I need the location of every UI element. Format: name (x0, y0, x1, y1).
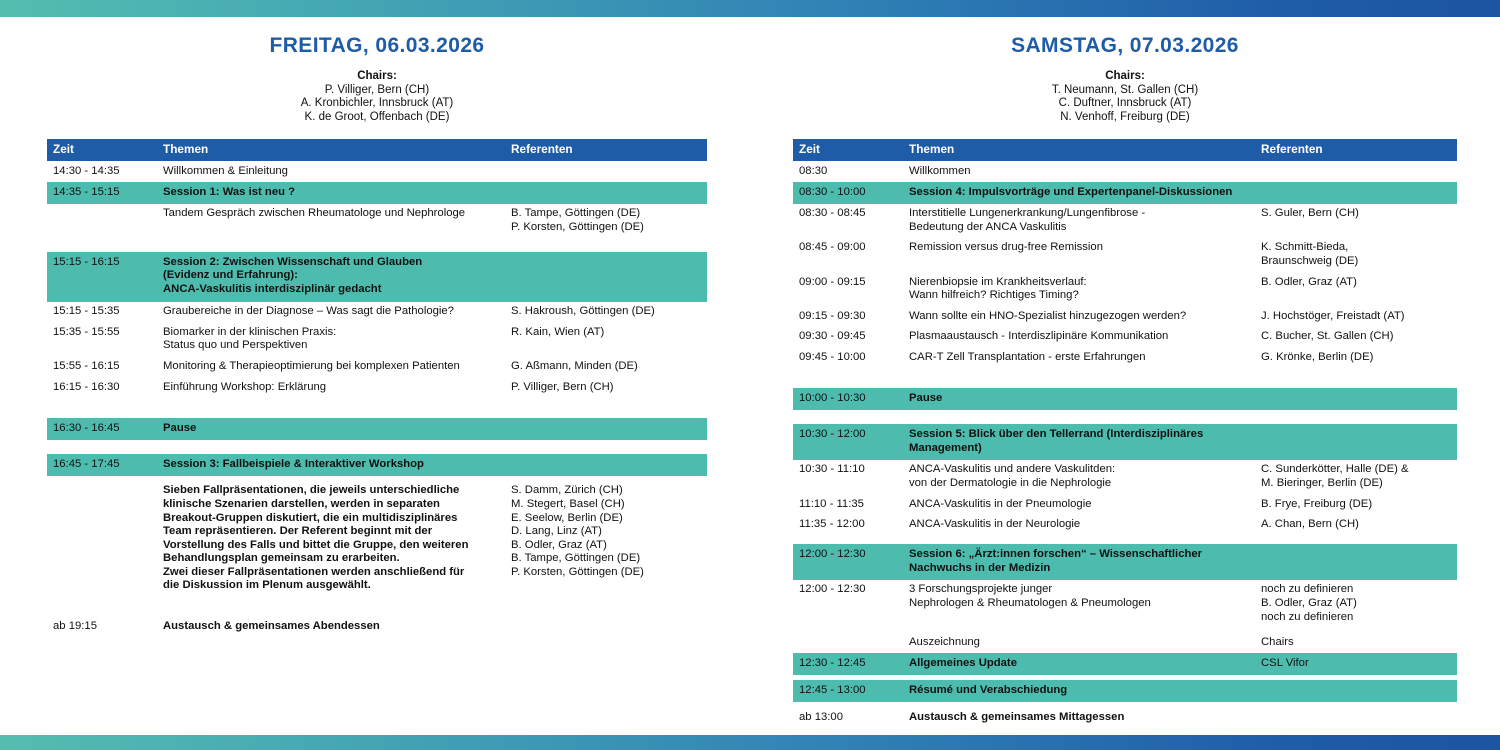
cell-line: Session 4: Impulsvorträge und Expertenpanel-Diskussionen (909, 185, 1233, 198)
cell-line: ab 19:15 (53, 620, 97, 633)
cell-line: Willkommen & Einleitung (163, 164, 288, 177)
spacer-cell (47, 440, 707, 454)
cell-line: 08:45 - 09:00 (799, 241, 866, 254)
spacer-row (47, 238, 707, 252)
spacer-row (793, 368, 1457, 388)
cell-line: 14:35 - 15:15 (53, 185, 120, 198)
cell-line: 16:45 - 17:45 (53, 457, 120, 470)
cell-line: Behandlungsplan gemeinsam zu erarbeiten. (163, 552, 400, 565)
cell-line: klinische Szenarien darstellen, werden in separaten (163, 497, 440, 510)
cell-line: Willkommen (909, 164, 971, 177)
schedule-body-friday (47, 139, 707, 637)
cell-line: noch zu definieren (1261, 610, 1354, 623)
cell-time (793, 424, 909, 460)
cell-speakers (511, 302, 707, 323)
cell-time (47, 356, 163, 377)
cell-line: Zeit (53, 142, 74, 156)
table-row (793, 633, 1457, 654)
cell-line: S. Guler, Bern (CH) (1261, 207, 1359, 220)
cell-time (793, 388, 909, 410)
cell-speakers (1261, 707, 1457, 728)
cell-line: Vorstellung des Falls und bittet die Gruppe, den weiteren (163, 538, 469, 551)
table-row (793, 306, 1457, 327)
session-band-row (793, 424, 1457, 460)
cell-line: S. Hakroush, Göttingen (DE) (511, 305, 655, 318)
cell-line: B. Odler, Graz (AT) (1261, 596, 1357, 609)
cell-line: Wann hilfreich? Richtiges Timing? (909, 289, 1079, 302)
cell-speakers (1261, 633, 1457, 654)
cell-speakers (1261, 388, 1457, 410)
cell-line: (Evidenz und Erfahrung): (163, 269, 298, 282)
cell-topic (909, 424, 1261, 460)
cell-line: 12:00 - 12:30 (799, 583, 866, 596)
cell-speakers (511, 204, 707, 238)
cell-topic (909, 494, 1261, 515)
cell-topic (909, 653, 1261, 675)
cell-time (793, 182, 909, 204)
spacer-cell (793, 410, 1457, 424)
table-row (47, 617, 707, 638)
spacer-row (47, 440, 707, 454)
table-row (793, 238, 1457, 272)
cell-time (793, 238, 909, 272)
cell-topic (909, 460, 1261, 494)
spacer-cell (793, 368, 1457, 388)
cell-line: noch zu definieren (1261, 583, 1354, 596)
cell-time (793, 494, 909, 515)
cell-line: C. Bucher, St. Gallen (CH) (1261, 330, 1394, 343)
cell-topic (163, 418, 511, 440)
day-column-saturday (750, 17, 1500, 728)
cell-time (793, 707, 909, 728)
cell-time (793, 580, 909, 628)
cell-speakers (1261, 272, 1457, 306)
cell-speakers (1261, 182, 1457, 204)
cell-line: 16:15 - 16:30 (53, 380, 120, 393)
table-row (793, 515, 1457, 536)
cell-line: Résumé und Verabschiedung (909, 684, 1068, 697)
chair-name: A. Kronbichler, Innsbruck (AT) (300, 97, 454, 109)
cell-speakers (1261, 653, 1457, 675)
cell-speakers (1261, 544, 1457, 580)
cell-line: 12:00 - 12:30 (799, 548, 866, 561)
cell-line: Tandem Gespräch zwischen Rheumatologe und Nephrologe (163, 207, 466, 220)
cell-line: 11:35 - 12:00 (799, 518, 865, 531)
cell-line: Themen (909, 142, 955, 156)
cell-topic (163, 454, 511, 476)
cell-line: Chairs (1261, 636, 1294, 649)
column-header-speakers (1261, 139, 1457, 161)
cell-speakers (511, 356, 707, 377)
cell-speakers (511, 322, 707, 356)
cell-speakers (1261, 306, 1457, 327)
cell-topic (909, 515, 1261, 536)
spacer-cell (47, 398, 707, 418)
table-row (47, 377, 707, 398)
cell-topic (909, 347, 1261, 368)
chair-name: P. Villiger, Bern (CH) (324, 83, 430, 96)
cell-topic (909, 633, 1261, 654)
cell-line: Sieben Fallpräsentationen, die jeweils unterschiedliche (163, 484, 460, 497)
cell-line: 15:35 - 15:55 (53, 325, 120, 338)
cell-speakers (511, 252, 707, 302)
cell-topic (909, 204, 1261, 238)
cell-line: 15:15 - 16:15 (53, 255, 120, 268)
table-row (793, 161, 1457, 182)
table-row (793, 204, 1457, 238)
page-title-saturday: SAMSTAG, 07.03.2026 (1011, 34, 1239, 57)
cell-line: Session 6: „Ärzt:innen forschen“ – Wissenschaftlicher Nachwuchs in der Medizin (909, 548, 1203, 574)
cell-line: Zwei dieser Fallpräsentationen werden anschließend für (163, 565, 465, 578)
cell-line: D. Lang, Linz (AT) (511, 525, 602, 538)
cell-line: B. Tampe, Göttingen (DE) (511, 552, 641, 565)
cell-line: 10:30 - 12:00 (799, 428, 866, 441)
cell-topic (909, 544, 1261, 580)
cell-line: Allgemeines Update (909, 657, 1017, 670)
schedule-table-friday (47, 139, 707, 637)
cell-line: ANCA-Vaskulitis in der Neurologie (909, 518, 1081, 531)
session-band-row (47, 454, 707, 476)
cell-time (47, 161, 163, 182)
cell-line: Pause (163, 421, 197, 434)
cell-line: G. Krönke, Berlin (DE) (1261, 350, 1374, 363)
session-band-row (793, 388, 1457, 410)
column-header-topic (163, 139, 511, 161)
cell-line: B. Tampe, Göttingen (DE) (511, 207, 641, 220)
cell-topic (163, 161, 511, 182)
cell-line: Wann sollte ein HNO-Spezialist hinzugezogen werden? (909, 309, 1187, 322)
session-band-row (793, 544, 1457, 580)
cell-line: CAR-T Zell Transplantation - erste Erfahrungen (909, 350, 1146, 363)
cell-line: 08:30 - 08:45 (799, 207, 866, 220)
cell-line: Remission versus drug-free Remission (909, 241, 1103, 254)
cell-speakers (1261, 424, 1457, 460)
cell-topic (909, 327, 1261, 348)
spacer-row (47, 398, 707, 418)
cell-line: Graubereiche in der Diagnose – Was sagt die Pathologie? (163, 305, 454, 318)
cell-line: Interstitielle Lungenerkrankung/Lungenfibrose - (909, 207, 1146, 220)
cell-line: Status quo und Perspektiven (163, 339, 308, 352)
cell-line: Breakout-Gruppen diskutiert, die ein multidisziplinäres (163, 511, 458, 524)
table-row (793, 272, 1457, 306)
cell-line: E. Seelow, Berlin (DE) (511, 511, 623, 524)
cell-line: Referenten (511, 142, 573, 156)
table-row (47, 356, 707, 377)
cell-line: A. Chan, Bern (CH) (1261, 518, 1359, 531)
page-title-friday: FREITAG, 06.03.2026 (269, 34, 485, 57)
cell-line: Zeit (799, 142, 820, 156)
cell-line: K. Schmitt-Bieda, (1261, 241, 1349, 254)
column-header-speakers (511, 139, 707, 161)
cell-line: M. Stegert, Basel (CH) (511, 497, 625, 510)
table-row (793, 460, 1457, 494)
table-row (47, 204, 707, 238)
cell-speakers (1261, 494, 1457, 515)
cell-topic (909, 580, 1261, 628)
table-row (47, 322, 707, 356)
cell-line: 16:30 - 16:45 (53, 421, 120, 434)
schedule-table-saturday (793, 139, 1457, 728)
cell-time (47, 454, 163, 476)
column-header-time (47, 139, 163, 161)
cell-line: 10:00 - 10:30 (799, 392, 866, 405)
cell-line: Austausch & gemeinsames Abendessen (163, 620, 380, 633)
cell-time (793, 633, 909, 654)
cell-time (793, 653, 909, 675)
cell-line: Bedeutung der ANCA Vaskulitis (909, 220, 1067, 233)
session-band-row (793, 182, 1457, 204)
cell-line: Braunschweig (DE) (1261, 254, 1359, 267)
cell-line: Biomarker in der klinischen Praxis: (163, 325, 337, 338)
cell-topic (909, 238, 1261, 272)
cell-line: von der Dermatologie in die Nephrologie (909, 476, 1112, 489)
table-row (47, 161, 707, 182)
column-header-topic (909, 139, 1261, 161)
cell-line: J. Hochstöger, Freistadt (AT) (1261, 309, 1405, 322)
cell-line: ab 13:00 (799, 710, 843, 723)
cell-line: B. Odler, Graz (AT) (511, 538, 607, 551)
cell-line: Themen (163, 142, 209, 156)
cell-line: 08:30 (799, 164, 828, 177)
cell-time (47, 377, 163, 398)
cell-time (47, 418, 163, 440)
table-row (793, 347, 1457, 368)
cell-time (793, 515, 909, 536)
spacer-row (793, 535, 1457, 544)
cell-speakers (1261, 347, 1457, 368)
cell-line: Einführung Workshop: Erklärung (163, 380, 327, 393)
cell-speakers (511, 454, 707, 476)
cell-time (47, 204, 163, 238)
cell-speakers (511, 617, 707, 638)
cell-line: S. Damm, Zürich (CH) (511, 484, 623, 497)
cell-line: 14:30 - 14:35 (53, 164, 120, 177)
chairs-label-saturday: Chairs: (1105, 70, 1145, 82)
schedule-body-saturday (793, 139, 1457, 728)
cell-topic (163, 204, 511, 238)
cell-line: 08:30 - 10:00 (799, 185, 866, 198)
table-row (793, 327, 1457, 348)
cell-topic (909, 306, 1261, 327)
cell-topic (909, 707, 1261, 728)
cell-line: 09:45 - 10:00 (799, 350, 866, 363)
cell-speakers (1261, 680, 1457, 702)
chair-name: K. de Groot, Offenbach (DE) (304, 110, 450, 123)
cell-line: P. Korsten, Göttingen (DE) (511, 220, 644, 233)
cell-line: P. Korsten, Göttingen (DE) (511, 565, 644, 578)
cell-line: 11:10 - 11:35 (799, 497, 864, 510)
spacer-row (47, 597, 707, 617)
cell-time (793, 460, 909, 494)
day-column-friday (0, 17, 750, 728)
spacer-cell (793, 535, 1457, 544)
cell-speakers (511, 377, 707, 398)
program-columns (0, 17, 1500, 728)
cell-line: 3 Forschungsprojekte junger (909, 583, 1053, 596)
cell-speakers (1261, 238, 1457, 272)
cell-line: 09:30 - 09:45 (799, 330, 866, 343)
cell-line: 09:15 - 09:30 (799, 309, 866, 322)
table-row (47, 302, 707, 323)
cell-time (47, 302, 163, 323)
cell-speakers (1261, 161, 1457, 182)
cell-time (47, 481, 163, 597)
session-band-row (47, 182, 707, 204)
cell-line: Session 5: Blick über den Tellerrand (Interdisziplinäres Management) (909, 428, 1204, 454)
chair-name: T. Neumann, St. Gallen (CH) (1051, 83, 1199, 96)
session-band-row (47, 252, 707, 302)
cell-line: Austausch & gemeinsames Mittagessen (909, 710, 1125, 723)
cell-line: Pause (909, 392, 943, 405)
cell-line: B. Frye, Freiburg (DE) (1261, 497, 1373, 510)
cell-line: 09:00 - 09:15 (799, 275, 866, 288)
cell-time (793, 161, 909, 182)
cell-speakers (1261, 460, 1457, 494)
cell-time (793, 680, 909, 702)
cell-time (793, 306, 909, 327)
top-gradient-bar (0, 0, 1500, 17)
cell-time (47, 322, 163, 356)
cell-line: ANCA-Vaskulitis in der Pneumologie (909, 497, 1092, 510)
cell-line: ANCA-Vaskulitis interdisziplinär gedacht (163, 283, 382, 296)
cell-line: R. Kain, Wien (AT) (511, 325, 605, 338)
cell-line: Plasmaaustausch - Interdiszlipinäre Kommunikation (909, 330, 1169, 343)
cell-time (793, 272, 909, 306)
cell-line: 10:30 - 11:10 (799, 463, 865, 476)
cell-line: 15:55 - 16:15 (53, 359, 120, 372)
cell-topic (909, 272, 1261, 306)
spacer-cell (47, 238, 707, 252)
cell-topic (163, 182, 511, 204)
cell-topic (163, 377, 511, 398)
cell-speakers (1261, 515, 1457, 536)
cell-line: Session 3: Fallbeispiele & Interaktiver Workshop (163, 457, 424, 470)
cell-speakers (1261, 327, 1457, 348)
cell-speakers (511, 161, 707, 182)
table-header-row (47, 139, 707, 161)
cell-time (793, 544, 909, 580)
spacer-row (793, 410, 1457, 424)
table-row (793, 580, 1457, 628)
bottom-gradient-bar (0, 735, 1500, 750)
cell-time (47, 617, 163, 638)
chair-name: C. Duftner, Innsbruck (AT) (1058, 97, 1192, 109)
cell-topic (163, 481, 511, 597)
cell-line: Auszeichnung (909, 636, 980, 649)
cell-topic (163, 356, 511, 377)
cell-topic (163, 302, 511, 323)
cell-speakers (511, 481, 707, 597)
table-header-row (793, 139, 1457, 161)
table-row (47, 481, 707, 597)
cell-line: C. Sunderkötter, Halle (DE) & (1261, 463, 1409, 476)
cell-line: CSL Vifor (1261, 657, 1309, 670)
cell-speakers (1261, 580, 1457, 628)
table-row (793, 494, 1457, 515)
spacer-cell (47, 597, 707, 617)
cell-line: Monitoring & Therapieoptimierung bei komplexen Patienten (163, 359, 460, 372)
cell-line: G. Aßmann, Minden (DE) (511, 359, 638, 372)
session-band-row (47, 418, 707, 440)
cell-time (47, 182, 163, 204)
cell-topic (909, 161, 1261, 182)
cell-line: Session 2: Zwischen Wissenschaft und Glauben (163, 255, 423, 268)
cell-time (793, 347, 909, 368)
cell-line: Team repräsentieren. Der Referent beginnt mit der (163, 525, 433, 538)
cell-line: 12:45 - 13:00 (799, 684, 866, 697)
cell-time (793, 204, 909, 238)
table-row (793, 707, 1457, 728)
cell-topic (909, 680, 1261, 702)
cell-time (793, 327, 909, 348)
cell-line: 15:15 - 15:35 (53, 305, 120, 318)
cell-line: B. Odler, Graz (AT) (1261, 275, 1357, 288)
cell-topic (163, 322, 511, 356)
cell-line: ANCA-Vaskulitis und andere Vaskulitden: (909, 463, 1116, 476)
cell-speakers (1261, 204, 1457, 238)
cell-line: Referenten (1261, 142, 1323, 156)
session-band-row (793, 680, 1457, 702)
cell-line: P. Villiger, Bern (CH) (511, 380, 614, 393)
chairs-block-friday (47, 70, 707, 124)
cell-speakers (511, 182, 707, 204)
chairs-block-saturday (793, 70, 1457, 124)
cell-topic (909, 388, 1261, 410)
cell-topic (163, 252, 511, 302)
cell-time (47, 252, 163, 302)
cell-line: Session 1: Was ist neu ? (163, 185, 296, 198)
cell-line: Nephrologen & Rheumatologen & Pneumologen (909, 596, 1151, 609)
cell-speakers (511, 418, 707, 440)
session-band-row (793, 653, 1457, 675)
cell-line: Nierenbiopsie im Krankheitsverlauf: (909, 275, 1087, 288)
column-header-time (793, 139, 909, 161)
cell-line: die Diskussion im Plenum ausgewählt. (163, 579, 371, 592)
chairs-label-friday: Chairs: (357, 70, 397, 82)
cell-line: M. Bieringer, Berlin (DE) (1261, 476, 1383, 489)
cell-line: 12:30 - 12:45 (799, 657, 866, 670)
cell-topic (163, 617, 511, 638)
cell-topic (909, 182, 1261, 204)
chair-name: N. Venhoff, Freiburg (DE) (1060, 110, 1190, 123)
